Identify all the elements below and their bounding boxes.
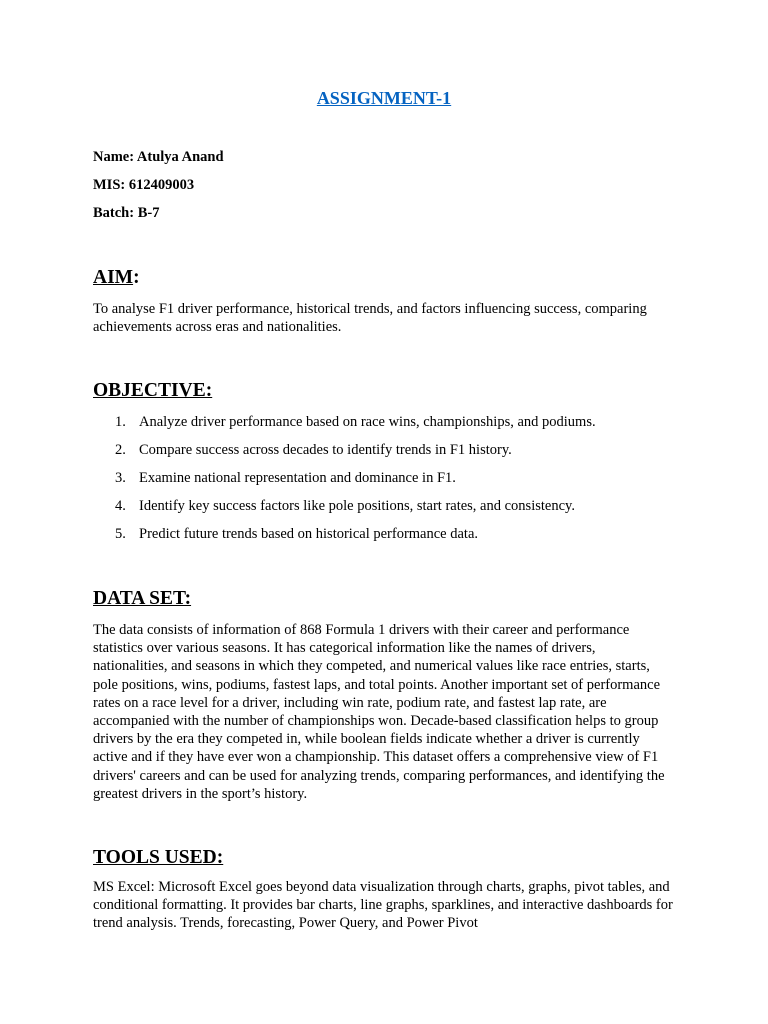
aim-heading-label: AIM xyxy=(93,267,134,288)
objective-heading xyxy=(93,380,212,402)
list-item-text: Identify key success factors like pole positions, start rates, and consistency. xyxy=(139,498,575,514)
student-mis: MIS: 612409003 xyxy=(93,177,195,193)
dataset-heading-label: DATA SET: xyxy=(93,588,192,609)
list-item-text: Analyze driver performance based on race wins, championships, and podiums. xyxy=(139,414,596,430)
dataset-heading xyxy=(93,588,191,610)
document-title: ASSIGNMENT-1 xyxy=(316,88,452,108)
list-item-number: 1. xyxy=(115,414,126,430)
student-name: Name: Atulya Anand xyxy=(93,149,224,165)
tools-text: MS Excel: Microsoft Excel goes beyond data visualization through charts, graphs, pivot tables, and conditional formatting. It provides bar charts, line graphs, sparklines, and interactive dashboards for trend analysis. Trends, forecasting, Power Query, and Power Pivot xyxy=(93,879,673,932)
list-item-text: Predict future trends based on historical performance data. xyxy=(139,526,479,542)
list-item-number: 4. xyxy=(115,498,126,514)
tools-heading-label: TOOLS USED: xyxy=(93,847,224,868)
list-item-number: 3. xyxy=(115,470,126,486)
aim-heading-colon: : xyxy=(133,267,140,288)
aim-text: To analyse F1 driver performance, historical trends, and factors influencing success, comparing achievements across eras and nationalities. xyxy=(93,301,647,336)
dataset-text: The data consists of information of 868 Formula 1 drivers with their career and performance statistics over various seasons. It has categorical information like the names of drivers, nationalities, and seasons in which they competed, and numerical values like race entries, starts, pole positions, wins, podiums, fastest laps, and total points. Another important set of performance rates on a race level for a driver, including win rate, podium rate, and fastest lap rate, are accompanied with the number of championships won. Decade-based classification helps to group drivers by the era they competed in, while boolean fields indicate whether a driver is currently active and if they have ever won a championship. This dataset offers a comprehensive view of F1 drivers' careers and can be used for analyzing trends, comparing performances, and identifying the greatest drivers in the sport’s history. xyxy=(93,622,665,802)
list-item-text: Compare success across decades to identify trends in F1 history. xyxy=(139,442,512,458)
student-batch: Batch: B-7 xyxy=(93,205,160,221)
list-item-number: 2. xyxy=(115,442,126,458)
list-item-text: Examine national representation and dominance in F1. xyxy=(139,470,456,486)
objective-heading-label: OBJECTIVE: xyxy=(93,380,213,401)
tools-heading xyxy=(93,847,223,869)
aim-heading xyxy=(93,267,140,289)
list-item-number: 5. xyxy=(115,526,126,542)
